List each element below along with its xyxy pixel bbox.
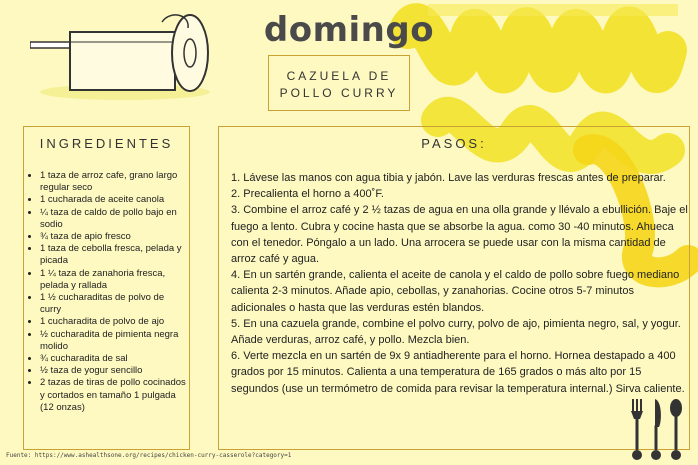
ingredient-item: • ¼ taza de caldo de pollo bajo en sodio (40, 207, 186, 231)
step-item: 5. En una cazuela grande, combine el polvo curry, polvo de ajo, pimienta negro, sal, y yogur. Añade verduras, arroz café, y pollo. Mezcla bien. (231, 317, 681, 347)
day-title: domingo (263, 10, 435, 50)
step-item: 3. Combine el arroz café y 2 ½ tazas de agua en una olla grande y llévalo a ebullición. Baje el fuego a lento. Cubra y cocine hasta que se absorbe la agua. como 30 -40 minutos. Ahueca con el tenedor. Póngalo a un lado. Una arrocera se puede usar con la misma cantidad de arroz café y agua. (231, 204, 688, 266)
ingredient-item: • ½ cucharadita de pimienta negra molido (40, 329, 186, 353)
ingredient-item: • ½ taza de yogur sencillo (40, 365, 186, 377)
ingredient-item: • 1 cucharadita de polvo de ajo (40, 316, 186, 328)
step-item: 2. Precalienta el horno a 400˚F. (231, 188, 384, 201)
recipe-title (268, 68, 410, 102)
fork-knife-spoon-icon (624, 395, 694, 463)
step-item: 6. Verte mezcla en un sartén de 9x 9 antiadherente para el horno. Hornea destapado a 400 grados por 15 minutos. Calienta a una temperatura de 165 grados o más alto por 15 segundos (use un termómetro de comida para revisar la temperatura internal.) Sirva caliente. (231, 350, 685, 395)
steps-heading: PASOS: (421, 136, 487, 151)
ingredients-list (26, 170, 186, 414)
source-footer: Fuente: https://www.ashealthsone.org/recipes/chicken-curry-casserole?category=1 (6, 452, 292, 459)
ingredients-heading: INGREDIENTES (39, 136, 174, 151)
step-item: 4. En un sartén grande, calienta el aceite de canola y el caldo de pollo sobre fuego mediano calienta 2-3 minutos. Añade apio, cebollas, y zanahorias. Cocine otros 5-7 minutos adicionales o hasta que las verduras estén blandos. (231, 269, 680, 314)
ingredient-item: • 1 cucharada de aceite canola (40, 194, 186, 206)
ingredient-item: • 2 tazas de tiras de pollo cocinados y cortados en tamaño 1 pulgada (12 onzas) (40, 377, 186, 414)
ingredient-item: • ¾ cucharadita de sal (40, 353, 186, 365)
recipe-title-line: POLLO CURRY (279, 86, 399, 100)
ingredient-item: • 1 taza de cebolla fresca, pelada y picada (40, 243, 186, 267)
ingredient-item: • 1 ¼ taza de zanahoria fresca, pelada y rallada (40, 268, 186, 292)
ingredient-item: • 1 ½ cucharaditas de polvo de curry (40, 292, 186, 316)
steps-text (231, 170, 689, 397)
recipe-title-line: CAZUELA DE (286, 69, 392, 83)
ingredient-item: • 1 taza de arroz cafe, grano largo regular seco (40, 170, 186, 194)
step-item: 1. Lávese las manos con agua tibia y jabón. Lave las verduras frescas antes de preparar. (231, 172, 666, 184)
ingredient-item: • ¾ taza de apio fresco (40, 231, 186, 243)
